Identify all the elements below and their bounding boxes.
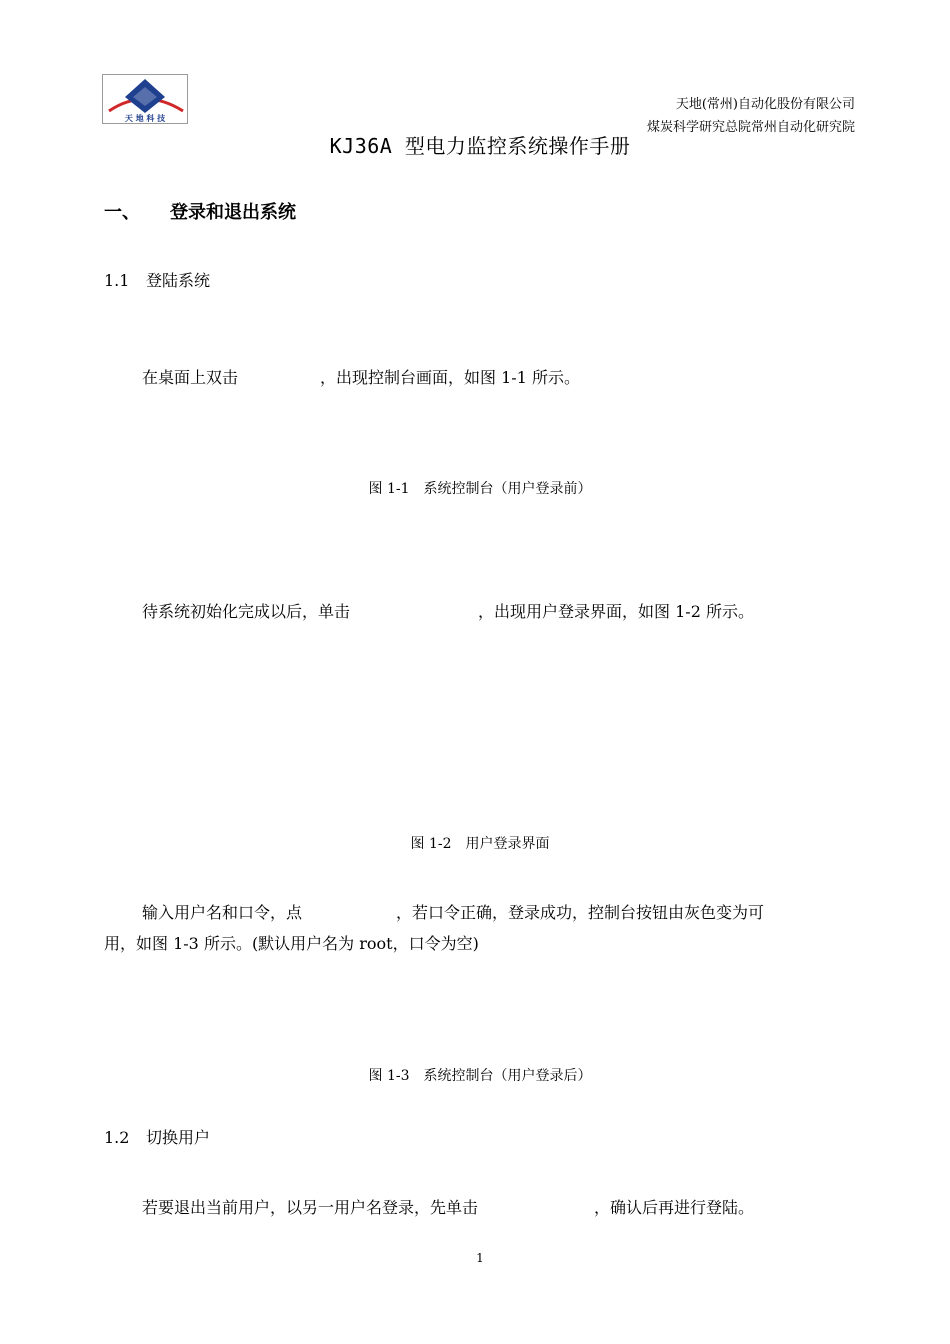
paragraph-3-after: ，若口令正确，登录成功，控制台按钮由灰色变为可 (396, 903, 765, 922)
subsection-heading-1-2 (104, 1125, 210, 1148)
paragraph-1-after: ，出现控制台画面，如图 1-1 所示。 (320, 368, 580, 387)
paragraph-4 (142, 1195, 754, 1218)
section-heading-1 (104, 198, 296, 224)
logo-text: 天 地 科 技 (124, 114, 166, 123)
paragraph-4-after: ，确认后再进行登陆。 (594, 1198, 755, 1217)
company-name-line1: 天地(常州)自动化股份有限公司 (675, 97, 855, 112)
paragraph-3-line2: 用，如图 1-3 所示。(默认用户名为 root，口令为空) (104, 934, 479, 953)
figure-caption-1-3: 图 1-3 系统控制台（用户登录后） (368, 1068, 592, 1084)
subsection-title: 切换用户 (146, 1128, 211, 1147)
paragraph-2-after: ，出现用户登录界面，如图 1-2 所示。 (478, 602, 754, 621)
section-title: 登录和退出系统 (170, 202, 296, 223)
paragraph-3-before: 输入用户名和口令，点 (142, 903, 303, 922)
figure-caption-1-1: 图 1-1 系统控制台（用户登录前） (368, 481, 592, 497)
subsection-title: 登陆系统 (146, 271, 211, 290)
subsection-number: 1.2 (104, 1128, 130, 1147)
paragraph-1-before: 在桌面上双击 (142, 368, 239, 387)
paragraph-2-before: 待系统初始化完成以后，单击 (142, 602, 351, 621)
paragraph-1 (142, 365, 580, 388)
page-number: 1 (476, 1251, 484, 1265)
paragraph-2 (142, 599, 754, 622)
subsection-number: 1.1 (104, 271, 130, 290)
paragraph-4-before: 若要退出当前用户，以另一用户名登录，先单击 (142, 1198, 479, 1217)
paragraph-3-line1 (142, 900, 764, 923)
company-logo (102, 74, 188, 124)
figure-caption-1-2: 图 1-2 用户登录界面 (410, 836, 550, 852)
document-title: KJ36A 型电力监控系统操作手册 (329, 134, 631, 158)
company-name-line2: 煤炭科学研究总院常州自动化研究院 (646, 120, 855, 135)
section-number: 一、 (104, 202, 140, 223)
subsection-heading-1-1 (104, 268, 210, 291)
